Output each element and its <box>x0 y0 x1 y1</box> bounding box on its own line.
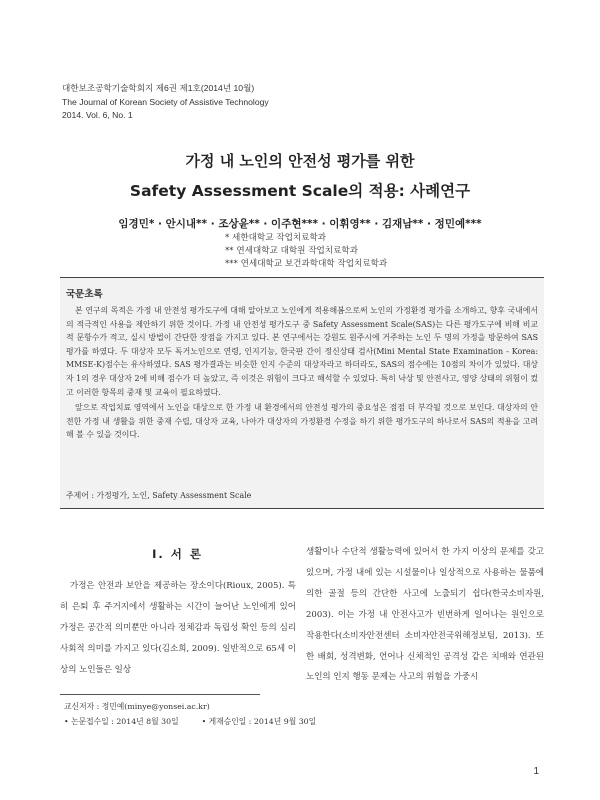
section-heading: I. 서 론 <box>152 547 203 561</box>
affiliation-list <box>225 232 387 271</box>
title-line-2: Safety Assessment Scale의 적용: 사례연구 <box>129 182 471 200</box>
paper-title <box>0 150 600 201</box>
body-column-right <box>306 542 544 688</box>
journal-header <box>62 82 269 123</box>
footnote <box>64 700 316 729</box>
received-date: • 논문접수일 : 2014년 8월 30일 <box>64 716 179 726</box>
footnote-divider <box>60 694 260 695</box>
submission-dates <box>64 715 316 730</box>
body-column-left <box>60 576 296 681</box>
author-list: 임경민* · 안시내** · 조상윤** · 이주현*** · 이휘영** · 김재남** · 정민예*** <box>118 218 482 230</box>
body-paragraph: 가정은 안전과 보안을 제공하는 장소이다(Rioux, 2005). 특히 은퇴 후 주거지에서 생활하는 시간이 늘어난 노인에게 있어 가정은 공간적 의미뿐만 아니라 정체감과 독립성 확인 등의 심리사회적 의미를 가지고 있다(김소희, 2009). 일반적으로 65세 이상의 노인들은 일상 <box>60 581 296 675</box>
keywords: 주제어 : 가정평가, 노인, Safety Assessment Scale <box>66 491 252 500</box>
journal-volume: 2014. Vol. 6, No. 1 <box>62 110 133 120</box>
abstract-box <box>60 277 544 509</box>
corresponding-author: 교신저자 : 정민예(minye@yonsei.ac.kr) <box>64 702 210 711</box>
abstract-paragraph-1: 본 연구의 목적은 가정 내 안전성 평가도구에 대해 알아보고 노인에게 적용해봄으로써 노인의 가정환경 평가를 소개하고, 향후 국내에서의 적극적인 사용을 제안하기 위한 것이다. 가정 내 안전성 평가도구 중 Safety Assessment Scale(SAS)는 다른 평가도구에 비해 비교적 문항수가 적고, 실시 방법이 간단한 장점을 가지고 있다. 본 연구에서는 강원도 원주시에 거주하는 노인 두 명의 가정을 방문하여 SAS 평가를 하였다. 두 대상자 모두 독거노인으로 연령, 인지기능, 한국판 간이 정신상태 검사(Mini Mental State Examination - Korea: MMSE-K)점수는 유사하였다. SAS 평가결과는 비슷한 인지 수준의 대상자라고 하더라도, SAS의 점수에는 10점의 차이가 있었다. 대상자 1의 경우 대상자 2에 비해 점수가 더 높았고, 즉 이것은 위험이 크다고 해석할 수 있었다. 특히 낙상 및 안전사고, 영양 상태의 위험이 컸고 이러한 항목의 중재 및 교육이 필요하였다. <box>66 306 538 397</box>
journal-name-korean: 대한보조공학기술학회지 제6권 제1호(2014년 10월) <box>62 83 255 93</box>
affiliation-3: *** 연세대학교 보건과학대학 작업치료학과 <box>225 259 388 269</box>
accepted-date: • 게재승인일 : 2014년 9월 30일 <box>201 716 317 726</box>
body-paragraph: 생활이나 수단적 생활능력에 있어서 한 가지 이상의 문제를 갖고 있으며, 가정 내에 있는 시설물이나 일상적으로 사용하는 물품에 의한 골절 등의 간단한 사고에 노출되기 쉽다(한국소비자원, 2003). 이는 가정 내 안전사고가 빈번하게 일어나는 원인으로 작용한다(소비자안전센터 소비자안전국위해정보팀, 2013). 또한 배회, 성격변화, 언어나 신체적인 공격성 같은 치매와 연관된 노인의 인지 행동 문제는 사고의 위험을 가중시 <box>306 547 544 683</box>
affiliation-1: * 세한대학교 작업치료학과 <box>225 233 327 243</box>
abstract-paragraph-2: 앞으로 작업치료 영역에서 노인을 대상으로 한 가정 내 환경에서의 안전성 평가의 중요성은 점점 더 부각될 것으로 보인다. 대상자의 안전한 가정 내 생활을 위한 중재 수립, 대상자 교육, 나아가 대상자의 가정환경 수정을 하기 위한 평가도구의 하나로서 SAS의 적용을 고려해 볼 수 있을 것이다. <box>66 403 538 440</box>
abstract-heading: 국문초록 <box>66 289 103 300</box>
journal-name-english: The Journal of Korean Society of Assistive Technology <box>62 96 269 107</box>
affiliation-2: ** 연세대학교 대학원 작업치료학과 <box>225 246 359 256</box>
title-line-1: 가정 내 노인의 안전성 평가를 위한 <box>185 152 415 170</box>
page-number: 1 <box>533 766 539 777</box>
